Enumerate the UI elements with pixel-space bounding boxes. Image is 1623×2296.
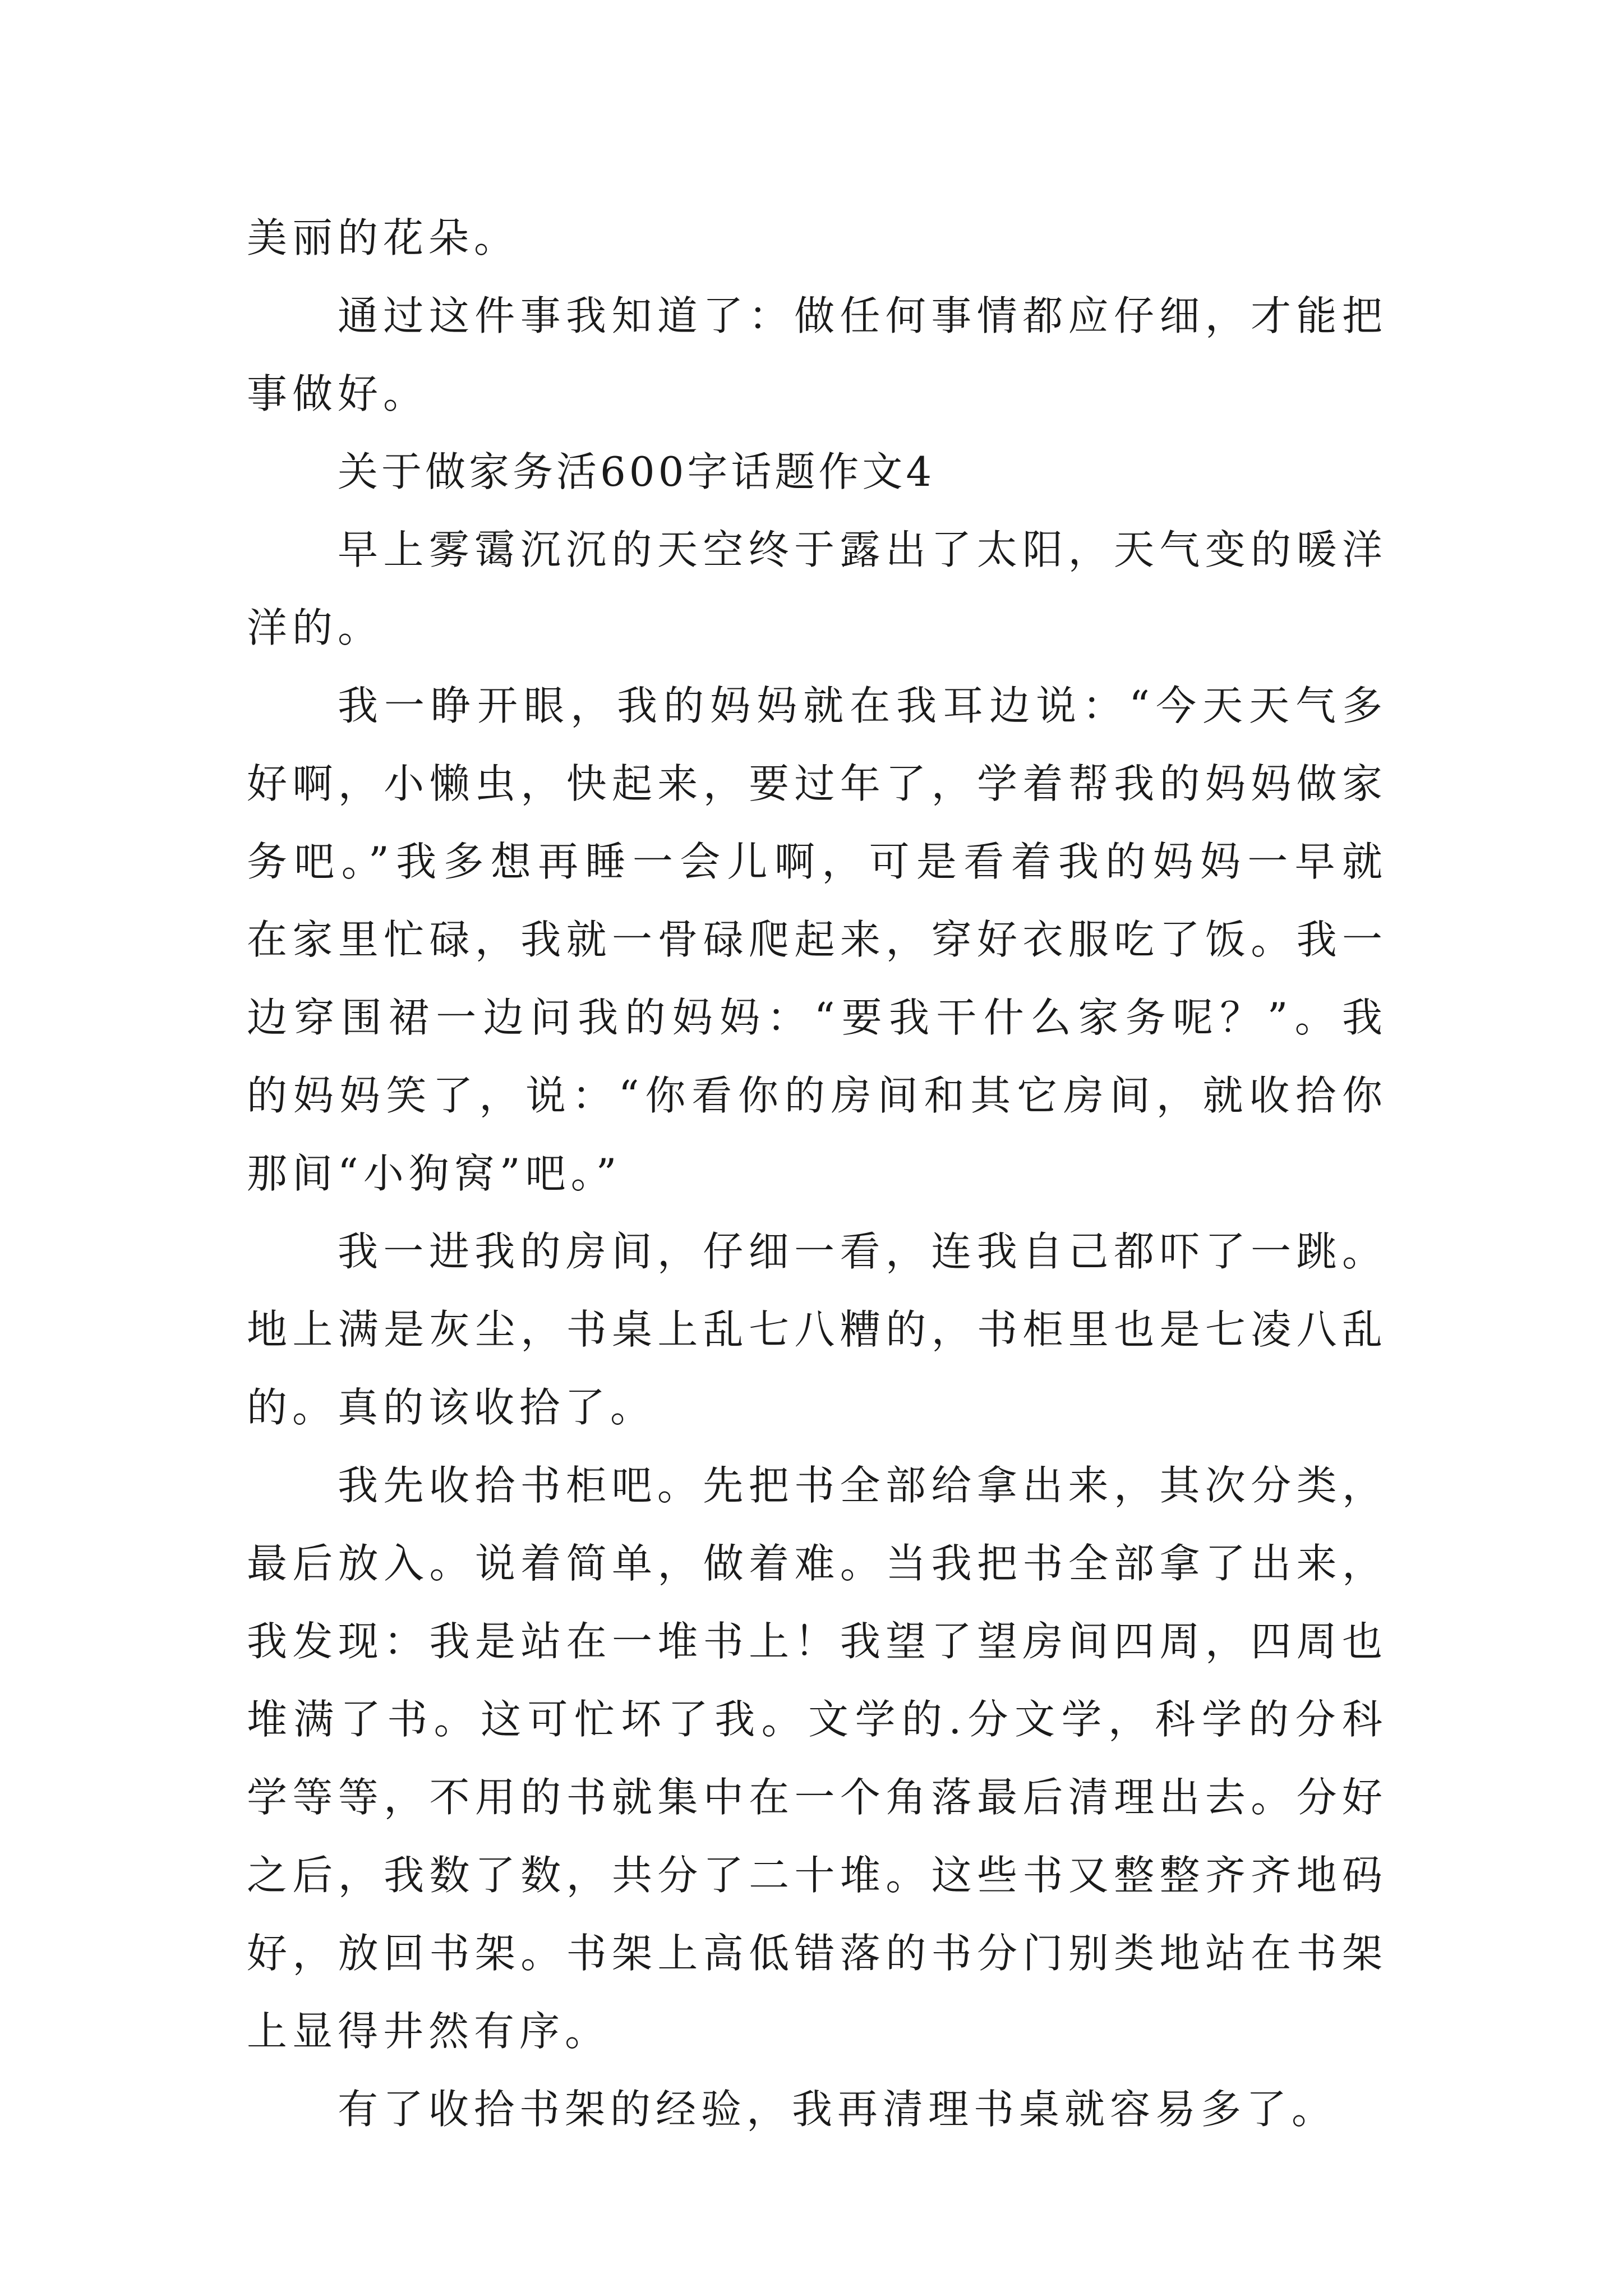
paragraph: 美丽的花朵。 xyxy=(247,214,520,261)
paragraph: 有了收拾书架的经验，我再清理书桌就容易多了。 xyxy=(338,2086,1338,2133)
paragraph: 我一睁开眼，我的妈妈就在我耳边说：“今天天气多好啊，小懒虫，快起来，要过年了，学着帮我的妈妈做家务吧。”我多想再睡一会儿啊，可是看着我的妈妈一早就在家里忙碌，我就一骨碌爬起来，穿好衣服吃了饭。我一边穿围裙一边问我的妈妈：“要我干什么家务呢？”。我的妈妈笑了，说：“你看你的房间和其它房间，就收拾你那间“小狗窝”吧。” xyxy=(247,682,1387,1197)
paragraph: 我先收拾书柜吧。先把书全部给拿出来，其次分类，最后放入。说着简单，做着难。当我把书全部拿了出来，我发现：我是站在一堆书上！我望了望房间四周，四周也堆满了书。这可忙坏了我。文学的.分文学，科学的分科学等等，不用的书就集中在一个角落最后清理出去。分好之后，我数了数，共分了二十堆。这些书又整整齐齐地码好，放回书架。书架上高低错落的书分门别类地站在书架上显得井然有序。 xyxy=(247,1462,1387,2055)
paragraph: 早上雾霭沉沉的天空终于露出了太阳，天气变的暖洋洋的。 xyxy=(247,526,1387,651)
paragraph: 通过这件事我知道了：做任何事情都应仔细，才能把事做好。 xyxy=(247,292,1387,417)
paragraph: 我一进我的房间，仔细一看，连我自己都吓了一跳。地上满是灰尘，书桌上乱七八糟的，书柜里也是七凌八乱的。真的该收拾了。 xyxy=(247,1228,1387,1431)
section-heading: 关于做家务活600字话题作文4 xyxy=(338,448,935,495)
document-body xyxy=(247,199,1387,2148)
